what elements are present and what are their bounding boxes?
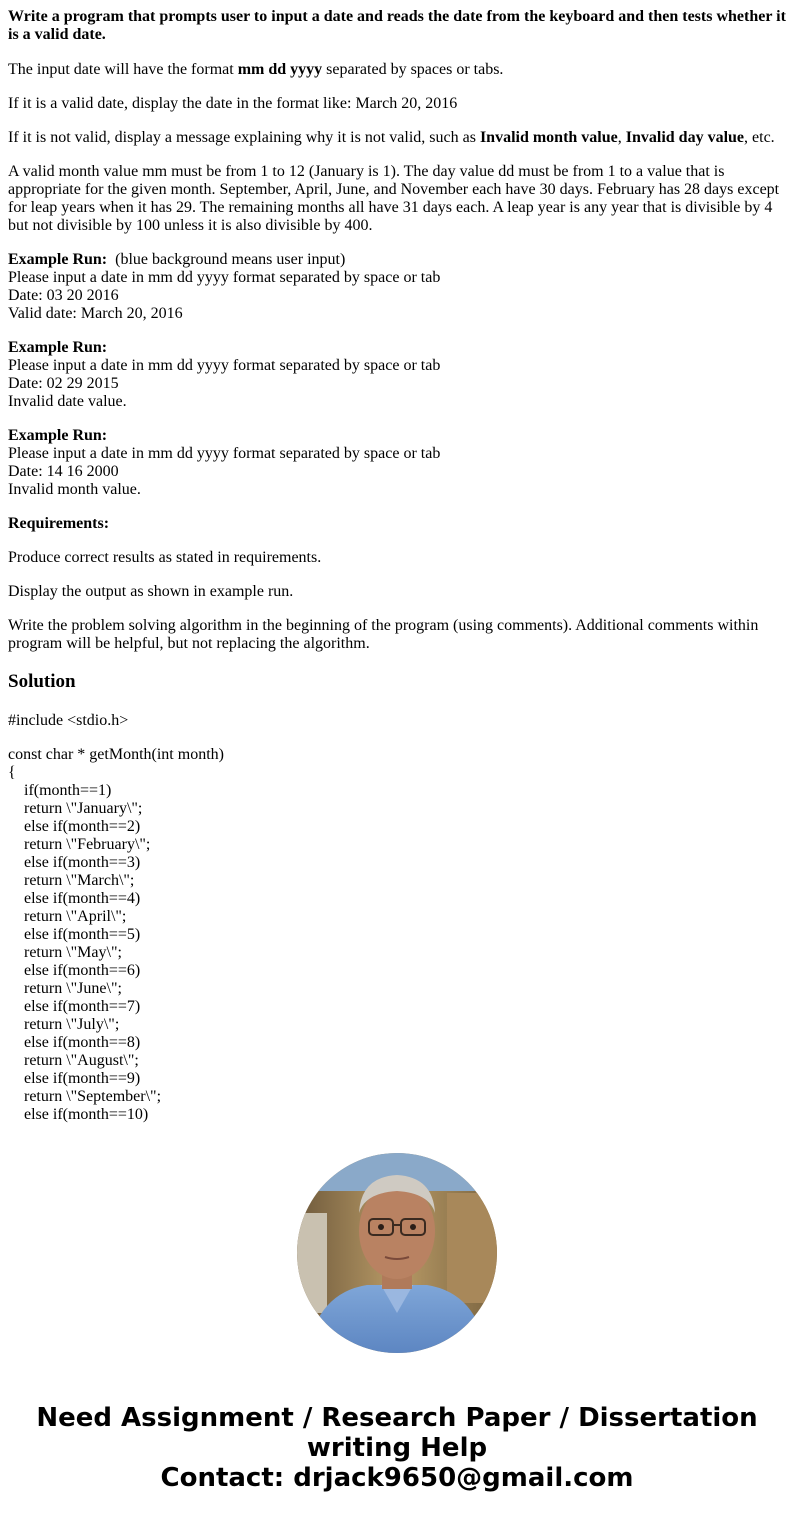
code-block [8,746,224,1124]
format-line: The input date will have the format mm dd yyyy separated by spaces or tabs. [8,61,504,78]
requirement-item: Write the problem solving algorithm in the beginning of the program (using comments). Additional comments within program will be helpful, but not replacing the algorithm. [8,617,759,652]
author-avatar [297,1153,497,1353]
footer-line-2: writing Help [306,1433,488,1463]
code-line: else if(month==3) [8,854,141,871]
question-title: Write a program that prompts user to input a date and reads the date from the keyboard and then tests whether it is a valid date. [8,8,786,43]
example-date: Date: 14 16 2000 [8,463,119,480]
code-line: return \"September\"; [8,1088,162,1105]
requirements-heading: Requirements: [8,515,110,532]
footer-line-1: Need Assignment / Research Paper / Dissertation [36,1403,758,1433]
footer-banner [0,1403,794,1493]
example-result: Invalid month value. [8,481,141,498]
code-line: else if(month==8) [8,1034,141,1051]
valid-date-line: If it is a valid date, display the date in the format like: March 20, 2016 [8,95,458,112]
example-heading: Example Run: [8,427,108,444]
solution-heading: Solution [8,671,76,692]
example-run-2 [8,339,440,411]
example-run-1 [8,251,440,323]
footer-contact: Contact: drjack9650@gmail.com [160,1463,634,1493]
code-line: return \"July\"; [8,1016,120,1033]
code-line: else if(month==4) [8,890,141,907]
code-line: return \"January\"; [8,800,143,817]
code-line: else if(month==10) [8,1106,149,1123]
code-line: else if(month==2) [8,818,141,835]
code-include-line: #include <stdio.h> [8,712,129,729]
code-line: { [8,764,16,781]
code-line: else if(month==9) [8,1070,141,1087]
code-line: return \"April\"; [8,908,127,925]
code-line: return \"August\"; [8,1052,139,1069]
example-prompt: Please input a date in mm dd yyyy format separated by space or tab [8,269,441,286]
example-result: Invalid date value. [8,393,127,410]
code-line: return \"May\"; [8,944,122,961]
example-date: Date: 03 20 2016 [8,287,119,304]
example-note: (blue background means user input) [107,251,346,268]
rules-paragraph: A valid month value mm must be from 1 to 12 (January is 1). The day value dd must be from 1 to a value that is appropriate for the given month. September, April, June, and November each have 30 days. February has 28 days except for leap years when it has 29. The remaining months all have 31 days each. A leap year is any year that is divisible by 4 but not divisible by 100 unless it is also divisible by 400. [8,163,780,234]
requirement-item: Produce correct results as stated in requirements. [8,549,322,566]
code-line: return \"February\"; [8,836,151,853]
code-line: else if(month==6) [8,962,141,979]
code-line: const char * getMonth(int month) [8,746,224,763]
example-result: Valid date: March 20, 2016 [8,305,183,322]
code-line: return \"March\"; [8,872,135,889]
example-date: Date: 02 29 2015 [8,375,119,392]
code-line: if(month==1) [8,782,112,799]
requirement-item: Display the output as shown in example run. [8,583,294,600]
code-line: else if(month==7) [8,998,141,1015]
code-line: else if(month==5) [8,926,141,943]
avatar-image [297,1153,497,1353]
invalid-date-line: If it is not valid, display a message explaining why it is not valid, such as Invalid month value, Invalid day value, etc. [8,129,775,146]
code-line: return \"June\"; [8,980,122,997]
example-heading: Example Run: [8,251,108,268]
example-run-3 [8,427,440,499]
example-prompt: Please input a date in mm dd yyyy format separated by space or tab [8,445,441,462]
example-prompt: Please input a date in mm dd yyyy format separated by space or tab [8,357,441,374]
example-heading: Example Run: [8,339,108,356]
